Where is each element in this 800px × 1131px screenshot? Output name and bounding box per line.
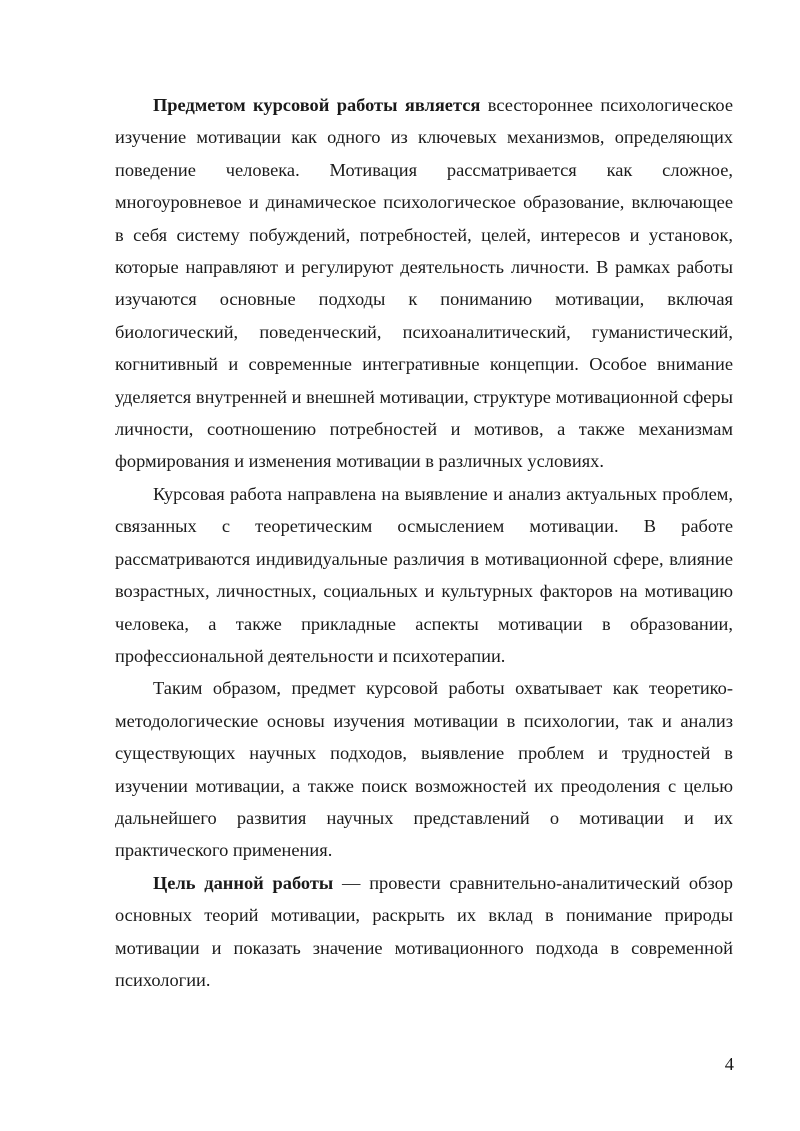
- paragraph-goal: [115, 867, 733, 997]
- paragraph-aim-of-course: [115, 478, 733, 672]
- paragraph-text: Таким образом, предмет курсовой работы охватывает как теоретико-методологические основы изучения мотивации в психологии, так и анализ существующих научных подходов, выявление проблем и трудностей в изучении мотивации, а также поиск возможностей их преодоления с целью дальнейшего развития научных представлений о мотивации и их практического применения.: [115, 678, 733, 861]
- paragraph-lead: Предметом курсовой работы является: [153, 95, 481, 115]
- document-body: [115, 89, 733, 996]
- paragraph-text: всестороннее психологическое изучение мотивации как одного из ключевых механизмов, определяющих поведение человека. Мотивация рассматривается как сложное, многоуровневое и динамическое психологическое образование, включающее в себя систему побуждений, потребностей, целей, интересов и установок, которые направляют и регулируют деятельность личности. В рамках работы изучаются основные подходы к пониманию мотивации, включая биологический, поведенческий, психоаналитический, гуманистический, когнитивный и современные интегративные концепции. Особое внимание уделяется внутренней и внешней мотивации, структуре мотивационной сферы личности, соотношению потребностей и мотивов, а также механизмам формирования и изменения мотивации в различных условиях.: [115, 95, 733, 472]
- paragraph-text: Курсовая работа направлена на выявление и анализ актуальных проблем, связанных с теоретическим осмыслением мотивации. В работе рассматриваются индивидуальные различия в мотивационной сфере, влияние возрастных, личностных, социальных и культурных факторов на мотивацию человека, а также прикладные аспекты мотивации в образовании, профессиональной деятельности и психотерапии.: [115, 483, 733, 666]
- paragraph-summary: [115, 672, 733, 866]
- paragraph-subject: [115, 89, 733, 478]
- page-number: 4: [724, 1054, 734, 1074]
- paragraph-text: — провести сравнительно-аналитический обзор основных теорий мотивации, раскрыть их вклад в понимание природы мотивации и показать значение мотивационного подхода в современной психологии.: [115, 872, 733, 990]
- paragraph-lead: Цель данной работы: [153, 872, 334, 893]
